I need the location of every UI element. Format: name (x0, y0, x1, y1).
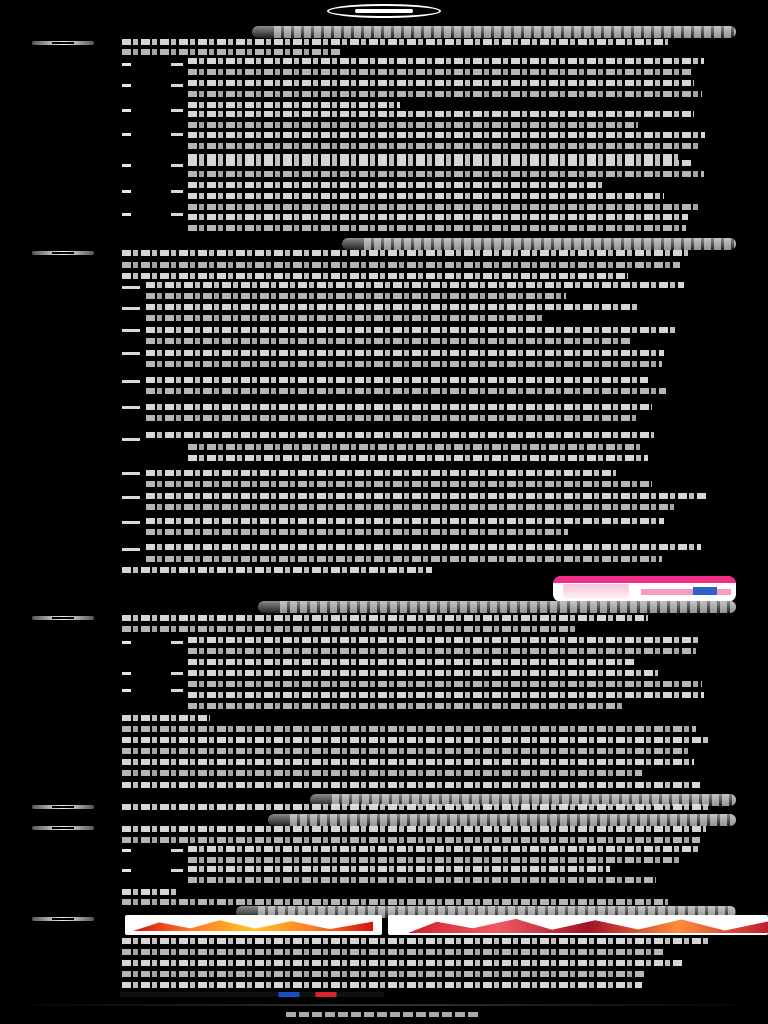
list-line (146, 493, 706, 499)
footer-divider (0, 1004, 768, 1006)
list-marker (122, 496, 140, 499)
list-line (188, 111, 694, 117)
paragraph-line (122, 782, 700, 788)
list-number (122, 869, 131, 872)
list-marker (122, 548, 140, 551)
section-cue-5 (32, 826, 94, 830)
paragraph-line (122, 949, 664, 955)
list-number (122, 689, 131, 692)
list-number (122, 213, 131, 216)
list-number (122, 672, 131, 675)
list-number (122, 109, 131, 112)
list-marker (122, 521, 140, 524)
list-line (146, 304, 640, 310)
list-marker (171, 672, 183, 675)
list-number (122, 849, 131, 852)
list-line (146, 481, 652, 487)
paragraph-line (122, 899, 668, 905)
list-line (146, 350, 664, 356)
list-line (188, 877, 656, 883)
list-number (122, 84, 131, 87)
paragraph-line (122, 889, 178, 895)
paragraph-line (122, 826, 706, 832)
list-line (188, 648, 696, 654)
list-line (188, 692, 704, 698)
list-marker (122, 286, 140, 289)
paragraph-line (122, 770, 642, 776)
list-marker (171, 849, 183, 852)
list-line (188, 143, 698, 149)
list-marker (171, 869, 183, 872)
advertisement-image-right[interactable] (388, 915, 768, 935)
list-line (188, 637, 700, 643)
advertisement-image-left[interactable] (125, 915, 382, 935)
paragraph-line (122, 837, 700, 843)
footer-text (286, 1012, 480, 1017)
paragraph-line (122, 49, 342, 55)
paragraph-line (122, 626, 578, 632)
list-line (146, 361, 662, 367)
list-line (146, 544, 701, 550)
list-marker (171, 164, 183, 167)
list-line (146, 504, 674, 510)
list-line (188, 659, 636, 665)
section-heading-5 (268, 814, 736, 826)
list-line (188, 80, 694, 86)
list-line (146, 293, 566, 299)
list-number (122, 164, 131, 167)
list-line (146, 315, 544, 321)
paragraph-line (122, 759, 694, 765)
list-line (146, 388, 666, 394)
list-line (188, 182, 602, 188)
advertisement-banner[interactable] (553, 576, 736, 602)
list-line (146, 327, 678, 333)
section-heading-2 (342, 238, 736, 250)
list-line (188, 225, 686, 231)
paragraph-line (122, 262, 680, 268)
list-marker (122, 438, 140, 441)
list-marker (171, 63, 183, 66)
section-cue-4 (32, 805, 94, 809)
list-marker (171, 133, 183, 136)
list-line (188, 132, 705, 138)
section-cue-3 (32, 616, 94, 620)
list-marker (122, 352, 140, 355)
list-marker (122, 472, 140, 475)
list-line (146, 338, 632, 344)
list-number (122, 133, 131, 136)
list-line (188, 214, 688, 220)
paragraph-line (122, 715, 210, 721)
list-line (188, 703, 622, 709)
paragraph-line (122, 737, 708, 743)
paragraph-line (122, 39, 668, 45)
paragraph-line (122, 938, 708, 944)
list-line (188, 670, 658, 676)
list-line (146, 377, 648, 383)
paragraph-line (122, 960, 682, 966)
list-line (188, 444, 640, 450)
list-line (146, 556, 662, 562)
list-marker (171, 84, 183, 87)
list-line (146, 529, 568, 535)
list-line (146, 518, 664, 524)
list-marker (122, 380, 140, 383)
list-line (146, 404, 652, 410)
section-cue-2 (32, 251, 94, 255)
list-line (188, 102, 400, 108)
list-line (188, 58, 704, 64)
paragraph-line (122, 273, 628, 279)
list-line (188, 846, 698, 852)
list-marker (171, 213, 183, 216)
paragraph-line (122, 804, 708, 810)
list-line (146, 432, 654, 438)
list-marker (171, 190, 183, 193)
list-line (188, 857, 680, 863)
list-line (188, 204, 700, 210)
share-strip[interactable] (120, 992, 384, 997)
list-number (122, 190, 131, 193)
list-marker (122, 329, 140, 332)
list-line (188, 160, 692, 166)
list-marker (171, 689, 183, 692)
list-line (188, 866, 610, 872)
section-heading-3 (258, 601, 736, 613)
list-line (188, 122, 638, 128)
paragraph-line (122, 726, 696, 732)
section-cue-6 (32, 917, 94, 921)
section-cue-1 (32, 41, 94, 45)
paragraph-line (122, 748, 688, 754)
section-heading-1 (252, 26, 736, 38)
list-number (122, 641, 131, 644)
list-line (188, 171, 704, 177)
list-line (188, 681, 702, 687)
paragraph-line (122, 250, 688, 256)
list-line (188, 69, 693, 75)
paragraph-line (122, 971, 646, 977)
site-logo[interactable] (327, 4, 441, 18)
list-marker (122, 406, 140, 409)
list-line (146, 470, 616, 476)
list-number (122, 63, 131, 66)
list-marker (122, 307, 140, 310)
paragraph-line (122, 615, 648, 621)
list-line (146, 282, 684, 288)
list-marker (171, 641, 183, 644)
list-line (146, 415, 636, 421)
list-line (188, 455, 648, 461)
list-line (188, 193, 664, 199)
paragraph-line (122, 567, 432, 573)
list-marker (171, 109, 183, 112)
paragraph-line (122, 982, 642, 988)
list-line (188, 91, 702, 97)
